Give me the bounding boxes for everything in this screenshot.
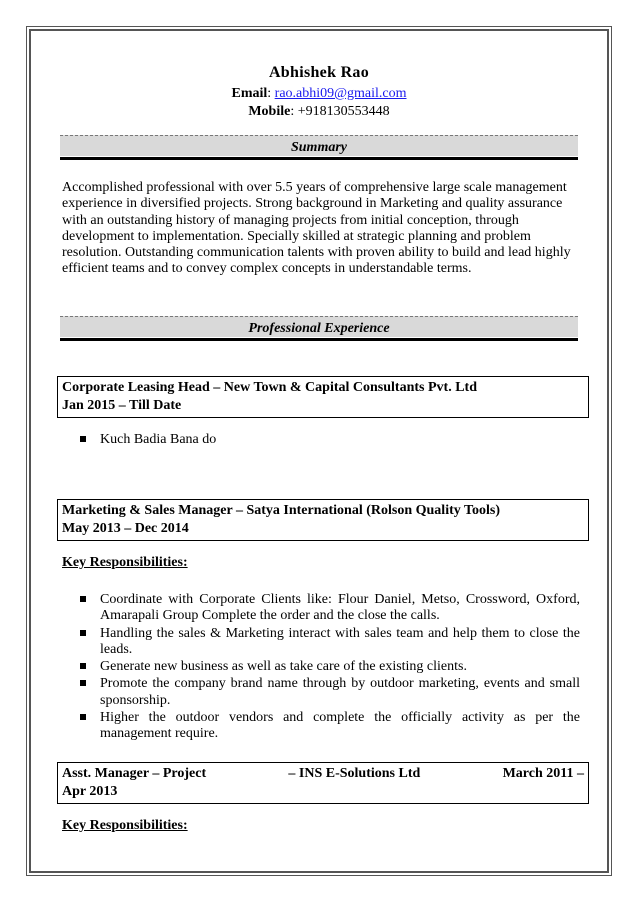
job-company: – INS E-Solutions Ltd bbox=[288, 766, 421, 781]
list-item: Kuch Badia Bana do bbox=[80, 432, 580, 448]
job-title: Corporate Leasing Head – New Town & Capital Consultants Pvt. Ltd bbox=[62, 380, 477, 395]
bullet-square-icon bbox=[80, 630, 86, 636]
summary-title: Summary bbox=[290, 140, 347, 155]
job-title: Marketing & Sales Manager – Satya International (Rolson Quality Tools) bbox=[62, 503, 501, 518]
list-item: Higher the outdoor vendors and complete the officially activity as per the management require. bbox=[80, 710, 580, 743]
list-item: Coordinate with Corporate Clients like: Flour Daniel, Metso, Crossword, Oxford, Amarapali Group Complete the order and the close the calls. bbox=[80, 592, 580, 625]
key-responsibilities-heading: Key Responsibilities: bbox=[62, 818, 188, 833]
candidate-name: Abhishek Rao bbox=[268, 64, 370, 81]
job-title: Asst. Manager – Project bbox=[62, 766, 207, 781]
section-divider bbox=[60, 157, 578, 160]
job-header-3 bbox=[57, 762, 589, 804]
job-dates: Apr 2013 bbox=[62, 784, 118, 799]
email-line: Email: rao.abhi09@gmail.com bbox=[231, 86, 407, 101]
bullet-square-icon bbox=[80, 663, 86, 669]
mobile-line: Mobile: +918130553448 bbox=[248, 104, 390, 119]
summary-heading bbox=[60, 135, 578, 156]
key-responsibilities-heading: Key Responsibilities: bbox=[62, 555, 188, 570]
job-dates: May 2013 – Dec 2014 bbox=[62, 521, 189, 536]
experience-heading bbox=[60, 316, 578, 337]
job-start-date: March 2011 – bbox=[502, 766, 584, 781]
email-label: Email bbox=[231, 86, 268, 101]
list-item: Promote the company brand name through by outdoor marketing, events and small sponsorship. bbox=[80, 676, 580, 709]
bullet-square-icon bbox=[80, 596, 86, 602]
job-header-2 bbox=[57, 499, 589, 541]
summary-text: Accomplished professional with over 5.5 years of comprehensive large scale management experience in diversified projects. Strong background in Marketing and quality assurance with an outstanding history of managing projects from initial conception, through development to implementation. Specially skilled at strategic planning and problem resolution. Outstanding communication talents with proven ability to build and lead highly efficient teams and to convey complex concepts in understandable terms. bbox=[62, 180, 571, 277]
bullet-square-icon bbox=[80, 714, 86, 720]
job-2-bullets bbox=[80, 592, 580, 744]
bullet-square-icon bbox=[80, 680, 86, 686]
email-link[interactable]: rao.abhi09@gmail.com bbox=[274, 86, 407, 101]
section-divider bbox=[60, 338, 578, 341]
job-header-1 bbox=[57, 376, 589, 418]
bullet-square-icon bbox=[80, 436, 86, 442]
list-item: Handling the sales & Marketing interact with sales team and help them to close the leads. bbox=[80, 626, 580, 659]
experience-title: Professional Experience bbox=[248, 321, 390, 336]
mobile-label: Mobile bbox=[248, 104, 291, 119]
mobile-value: +918130553448 bbox=[297, 104, 390, 119]
job-1-bullets bbox=[80, 432, 580, 449]
job-dates: Jan 2015 – Till Date bbox=[62, 398, 182, 413]
list-item: Generate new business as well as take care of the existing clients. bbox=[80, 659, 580, 675]
